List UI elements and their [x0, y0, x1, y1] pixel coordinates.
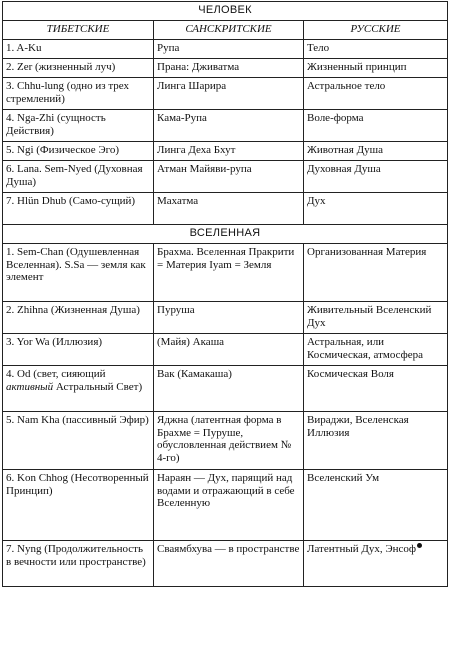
section-header-man [3, 2, 448, 21]
russian-cell: Живительный Вселенский Дух [304, 302, 448, 334]
tibetan-cell: 3. Chhu-lung (одно из трех стремлений) [3, 78, 154, 110]
table-row [3, 412, 448, 470]
tibetan-cell-text-start: 4. Od (свет, сияющий [6, 368, 106, 380]
section-title-man: ЧЕЛОВЕК [3, 2, 448, 21]
table-row [3, 40, 448, 59]
tibetan-cell: 3. Yor Wa (Иллюзия) [3, 334, 154, 366]
russian-cell: Дух [304, 193, 448, 225]
sanskrit-cell: Линга Деха Бхут [154, 142, 304, 161]
russian-cell [304, 541, 448, 587]
russian-cell: Воле-форма [304, 110, 448, 142]
tibetan-cell: 6. Kon Chhog (Несотворенный Принцип) [3, 470, 154, 541]
sanskrit-cell: Линга Шарира [154, 78, 304, 110]
column-header-row [3, 21, 448, 40]
russian-cell-text: Латентный Дух, Энсоф [307, 543, 417, 555]
russian-cell: Животная Душа [304, 142, 448, 161]
table-row [3, 142, 448, 161]
tibetan-cell: 1. Sem-Chan (Одушевленная Вселенная). S.Sa — земля как элемент [3, 244, 154, 302]
table-row [3, 244, 448, 302]
sanskrit-cell: Рупа [154, 40, 304, 59]
column-header-sanskrit: САНСКРИТСКИЕ [154, 21, 304, 40]
tibetan-cell: 5. Nam Kha (пассивный Эфир) [3, 412, 154, 470]
table-row [3, 541, 448, 587]
russian-cell: Духовная Душа [304, 161, 448, 193]
column-header-tibetan: ТИБЕТСКИЕ [3, 21, 154, 40]
sanskrit-cell: Яджна (латентная форма в Брахме = Пуруше, обусловленная действием № 4-го) [154, 412, 304, 470]
sanskrit-cell: Пуруша [154, 302, 304, 334]
correspondence-table [2, 1, 448, 587]
tibetan-cell-emphasis: активный [6, 380, 54, 393]
document-page [2, 1, 447, 647]
table-row [3, 161, 448, 193]
tibetan-cell-text-end: Астральный Свет) [53, 380, 143, 393]
russian-cell: Астральное тело [304, 78, 448, 110]
sanskrit-cell: Вак (Камакаша) [154, 366, 304, 412]
tibetan-cell: 6. Lana. Sem-Nyed (Духовная Душа) [3, 161, 154, 193]
tibetan-cell: 7. Hlün Dhub (Само-сущий) [3, 193, 154, 225]
sanskrit-cell: Брахма. Вселенная Пракрити = Материя Iyam = Земля [154, 244, 304, 302]
tibetan-cell: 4. Nga-Zhi (сущность Действия) [3, 110, 154, 142]
table-row [3, 193, 448, 225]
table-row [3, 470, 448, 541]
tibetan-cell: 5. Ngi (Физическое Эго) [3, 142, 154, 161]
sanskrit-cell: Кама-Рупа [154, 110, 304, 142]
sanskrit-cell: Сваямбхува — в пространстве [154, 541, 304, 587]
tibetan-cell: 2. Zhihna (Жизненная Душа) [3, 302, 154, 334]
table-row [3, 366, 448, 412]
sanskrit-cell: Атман Майяви-рупа [154, 161, 304, 193]
column-header-russian: РУССКИЕ [304, 21, 448, 40]
sanskrit-cell: Нараян — Дух, парящий над водами и отражающий в себе Вселенную [154, 470, 304, 541]
tibetan-cell: 7. Nyng (Продолжительность в вечности или пространстве) [3, 541, 154, 587]
section-header-universe [3, 225, 448, 244]
footnote-marker-icon [417, 543, 422, 548]
russian-cell: Организованная Материя [304, 244, 448, 302]
russian-cell: Астральная, или Космическая, атмосфера [304, 334, 448, 366]
tibetan-cell: 1. A-Ku [3, 40, 154, 59]
table-row [3, 110, 448, 142]
russian-cell: Вираджи, Вселенская Иллюзия [304, 412, 448, 470]
sanskrit-cell: Махатма [154, 193, 304, 225]
tibetan-cell: 2. Zer (жизненный луч) [3, 59, 154, 78]
russian-cell: Вселенский Ум [304, 470, 448, 541]
russian-cell: Жизненный принцип [304, 59, 448, 78]
section-title-universe: ВСЕЛЕННАЯ [3, 225, 448, 244]
russian-cell: Космическая Воля [304, 366, 448, 412]
table-row [3, 59, 448, 78]
sanskrit-cell: (Майя) Акаша [154, 334, 304, 366]
table-row [3, 302, 448, 334]
table-row [3, 334, 448, 366]
sanskrit-cell: Прана: Дживатма [154, 59, 304, 78]
russian-cell: Тело [304, 40, 448, 59]
table-row [3, 78, 448, 110]
tibetan-cell [3, 366, 154, 412]
